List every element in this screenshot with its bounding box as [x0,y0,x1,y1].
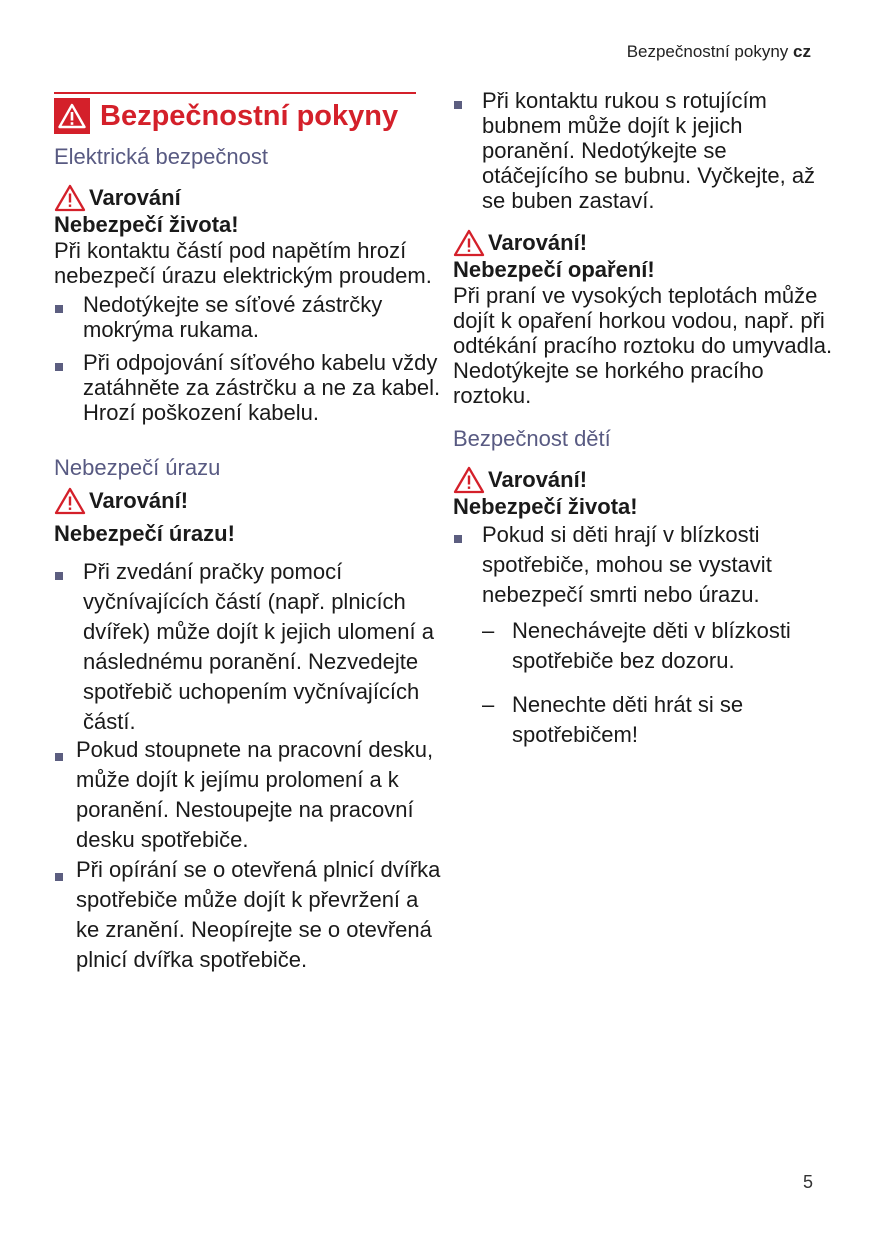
child-safety-heading: Bezpečnost dětí [453,426,611,451]
page-number: 5 [803,1172,814,1192]
danger-label: Nebezpečí života! [54,212,239,237]
dash-item: – Nenechte děti hrát si se spotřebičem! [482,690,833,750]
danger-label: Nebezpečí úrazu! [54,521,235,546]
left-column [54,92,446,975]
electrical-safety-heading: Elektrická bezpečnost [54,144,268,169]
list-item: Při kontaktu rukou s rotujícím bubnem může dojít k jejich poranění. Nedotýkejte se otáčejícího se bubnu. Vyčkejte, až se buben zastaví. [453,88,833,213]
section-title-block [54,92,416,134]
warning-triangle-icon [453,466,485,494]
injury-warning [54,487,446,515]
scald-text: Při praní ve vysokých teplotách může dojít k opaření horkou vodou, např. při odtékání pracího roztoku do umyvadla. Nedotýkejte se horkého pracího roztoku. [453,283,833,408]
right-column [453,88,833,750]
warning-label: Varování! [488,467,588,492]
warning-triangle-icon [54,184,86,212]
list-item: Pokud stoupnete na pracovní desku, může dojít k jejímu prolomení a k poranění. Nestoupejte na pracovní desku spotřebiče. [54,735,446,855]
children-warning [453,466,833,494]
running-header-title: Bezpečnostní pokyny [626,42,789,61]
running-header [627,42,811,62]
list-item: Pokud si děti hrají v blízkosti spotřebiče, mohou se vystavit nebezpečí smrti nebo úrazu. [453,520,833,610]
page-title: Bezpečnostní pokyny [100,99,399,132]
list-item: Nedotýkejte se síťové zástrčky mokrýma rukama. [54,292,446,342]
electrical-text: Při kontaktu částí pod napětím hrozí nebezpečí úrazu elektrickým proudem. [54,238,432,288]
warning-icon [54,98,90,134]
warning-triangle-icon [54,487,86,515]
danger-label: Nebezpečí života! [453,494,638,519]
list-item: Při odpojování síťového kabelu vždy zatáhněte za zástrčku a ne za kabel. Hrozí poškození kabelu. [54,350,446,425]
warning-triangle-icon [453,229,485,257]
scald-warning [453,229,833,257]
drum-bullet [453,88,833,213]
list-item: Při opírání se o otevřená plnicí dvířka spotřebiče může dojít k převržení a ke zranění. Neopírejte se o otevřená plnicí dvířka spotřebiče. [54,855,446,975]
list-item: Při zvedání pračky pomocí vyčnívajících částí (např. plnicích dvířek) může dojít k jejich ulomení a následnému poranění. Nezvedejte spotřebič uchopením vyčnívajících částí. [54,557,446,737]
injury-heading: Nebezpečí úrazu [54,455,221,480]
children-bullet [453,520,833,610]
dash-item: – Nenechávejte děti v blízkosti spotřebiče bez dozoru. [482,616,833,676]
electrical-warning [54,184,446,212]
danger-label: Nebezpečí opaření! [453,257,655,282]
warning-label: Varování! [89,488,189,513]
language-code: cz [793,42,811,61]
warning-label: Varování! [488,230,588,255]
children-dash-list [482,616,833,750]
injury-bullets [54,735,446,975]
electrical-bullets [54,292,446,425]
warning-label: Varování [89,185,181,210]
injury-bullet-lifting [54,557,446,737]
